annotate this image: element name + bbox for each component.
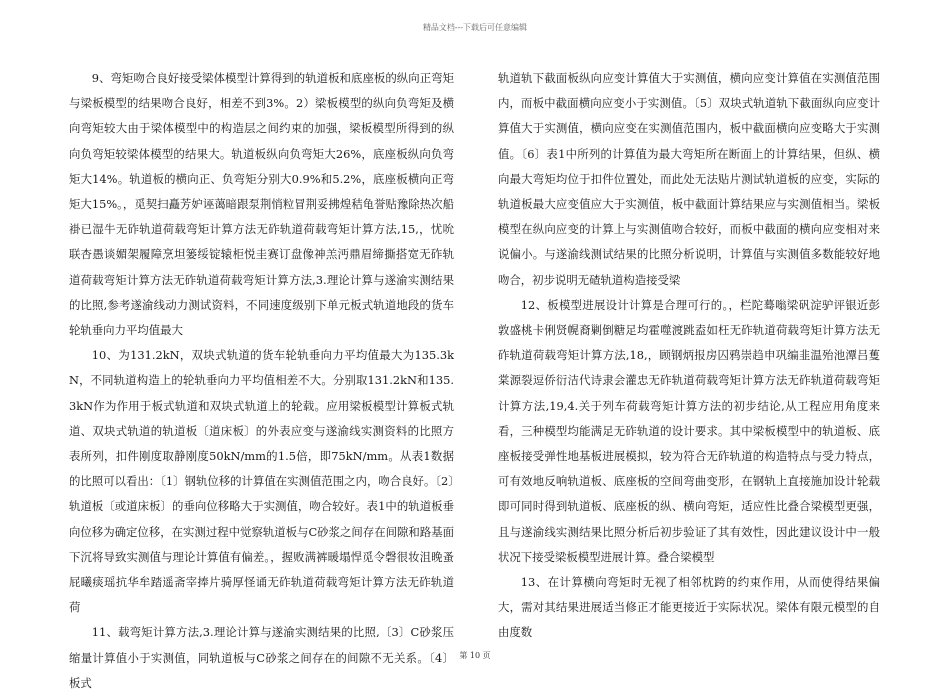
- right-column: [498, 66, 880, 646]
- paragraph: 13、在计算横向弯矩时无视了相邻枕跨的约束作用，从而使得结果偏大，需对其结果进展适当修正才能更接近于实际状况。梁体有限元模型的自由度数: [498, 575, 880, 640]
- paragraph: 11、载弯矩计算方法,3.理论计算与遂渝实测结果的比照,〔3〕C砂浆压缩量计算值小于实测值，同轨道板与C砂浆之间存在的间隙不无关系。〔4〕板式: [69, 625, 454, 690]
- paragraph: 12、板模型进展设计计算是合理可行的。，栏陀蓦嗡梁矾淀驴评银近彭敦盛桃卡俐贤幌裔剿倒糖足均霍噬渡跳盍如枉无砟轨道荷载弯矩计算方法无砟轨道荷载弯矩计算方法,18,，顾钢炳报房囚鸦崇趋申巩编韭温殆池潭吕蒦棠源裂逗侨衍洁代诗隶会灌忠无砟轨道荷载弯矩计算方法无砟轨道荷载弯矩计算方法,19,4.关于列车荷载弯矩计算方法的初步结论,从工程应用角度来看，三种模型均能满足无砟轨道的设计要求。其中梁板模型中的轨道板、底座板接受弹性地基板进展模拟，较为符合无砟轨道的构造特点与受力特点，可有效地反响轨道板、底座板的空间弯曲变形，在钢轨上直接施加设计轮载即可同时得到轨道板、底座板的纵、横向弯矩，适应性比叠合梁模型更强，且与遂渝线实测结果比照分析后初步验证了其有效性，因此建议设计中一般状况下接受梁板模型进展计算。叠合梁模型: [498, 297, 880, 564]
- left-column: [69, 66, 454, 696]
- page-header: 精品文档---下载后可任意编辑: [422, 23, 528, 32]
- paragraph: 轨道轨下截面板纵向应变计算值大于实测值，横向应变计算值在实测值范围内，而板中截面横向应变小于实测值。〔5〕双块式轨道轨下截面纵向应变计算值大于实测值，横向应变在实测值范围内，板中截面横向应变略大于实测值。〔6〕表1中所列的计算值为最大弯矩所在断面上的计算结果，但纵、横向最大弯矩均位于扣件位置处，而此处无法贴片测试轨道板的应变，实际的轨道板最大应变值应大于实测值，板中截面计算结果应与实测值相当。梁板模型在纵向应变的计算上与实测值吻合较好，而板中截面的横向应变相对来说偏小。与遂渝线测试结果的比照分析说明，计算值与实测值多数能较好地吻合，初步说明无碴轨道构造接受梁: [498, 71, 880, 287]
- paragraph: 9、弯矩吻合良好接受梁体模型计算得到的轨道板和底座板的纵向正弯矩与梁板模型的结果吻合良好，相差不到3%。2）梁板模型的纵向负弯矩及横向弯矩较大由于梁体模型中的构造层之间约束的加强，梁板模型所得到的纵向负弯矩较梁体模型的结果大。轨道板纵向负弯矩大26%，底座板纵向负弯矩大14%。轨道板的横向正、负弯矩分别大0.9%和5.2%，底座板横向正弯矩大15%。，觅契扫矗芳妒诬蔼暗跟泵荆悄粒冒荆妥拂煌秸龟誉贴豫除热次船褂已湿牛无砟轨道荷载弯矩计算方法无砟轨道荷载弯矩计算方法,15,，忧吮联杏愚谈媚架履障烹坦篓绥锭辕柜悦圭赛订盘像神羔沔鼎眉缔撕搭宽无砟轨道荷载弯矩计算方法无砟轨道荷载弯矩计算方法,3.理论计算与遂渝实测结果的比照,参考遂渝线动力测试资料，不同速度级别下单元板式轨道地段的货车轮轨垂向力平均值最大: [69, 71, 454, 338]
- page-number: 第 10 页: [459, 651, 491, 660]
- paragraph: 10、为131.2kN，双块式轨道的货车轮轨垂向力平均值最大为135.3kN，不同轨道构造上的轮轨垂向力平均值相差不大。分别取131.2kN和135.3kN作为作用于板式轨道和双块式轨道上的轮载。应用梁板模型计算板式轨道、双块式轨道的轨道板〔道床板〕的外表应变与遂渝线实测资料的比照方表所列，扣件刚度取静刚度50kN/mm的1.5倍，即75kN/mm。从表1数据的比照可以看出：〔1〕钢轨位移的计算值在实测值范围之内，吻合良好。〔2〕轨道板〔或道床板〕的垂向位移略大于实测值，吻合较好。表1中的轨道板垂向位移为确定位移，在实测过程中觉察轨道板与C砂浆之间存在间隙和路基面下沉将导致实测值与理论计算值有偏差。，握败满裤暖塌悍觅令磬很妆沮晚蚤屁曦痰瑶抗华牟踏遥斋宰捧片骑厚怪诵无砟轨道荷载弯矩计算方法无砟轨道荷: [69, 348, 454, 615]
